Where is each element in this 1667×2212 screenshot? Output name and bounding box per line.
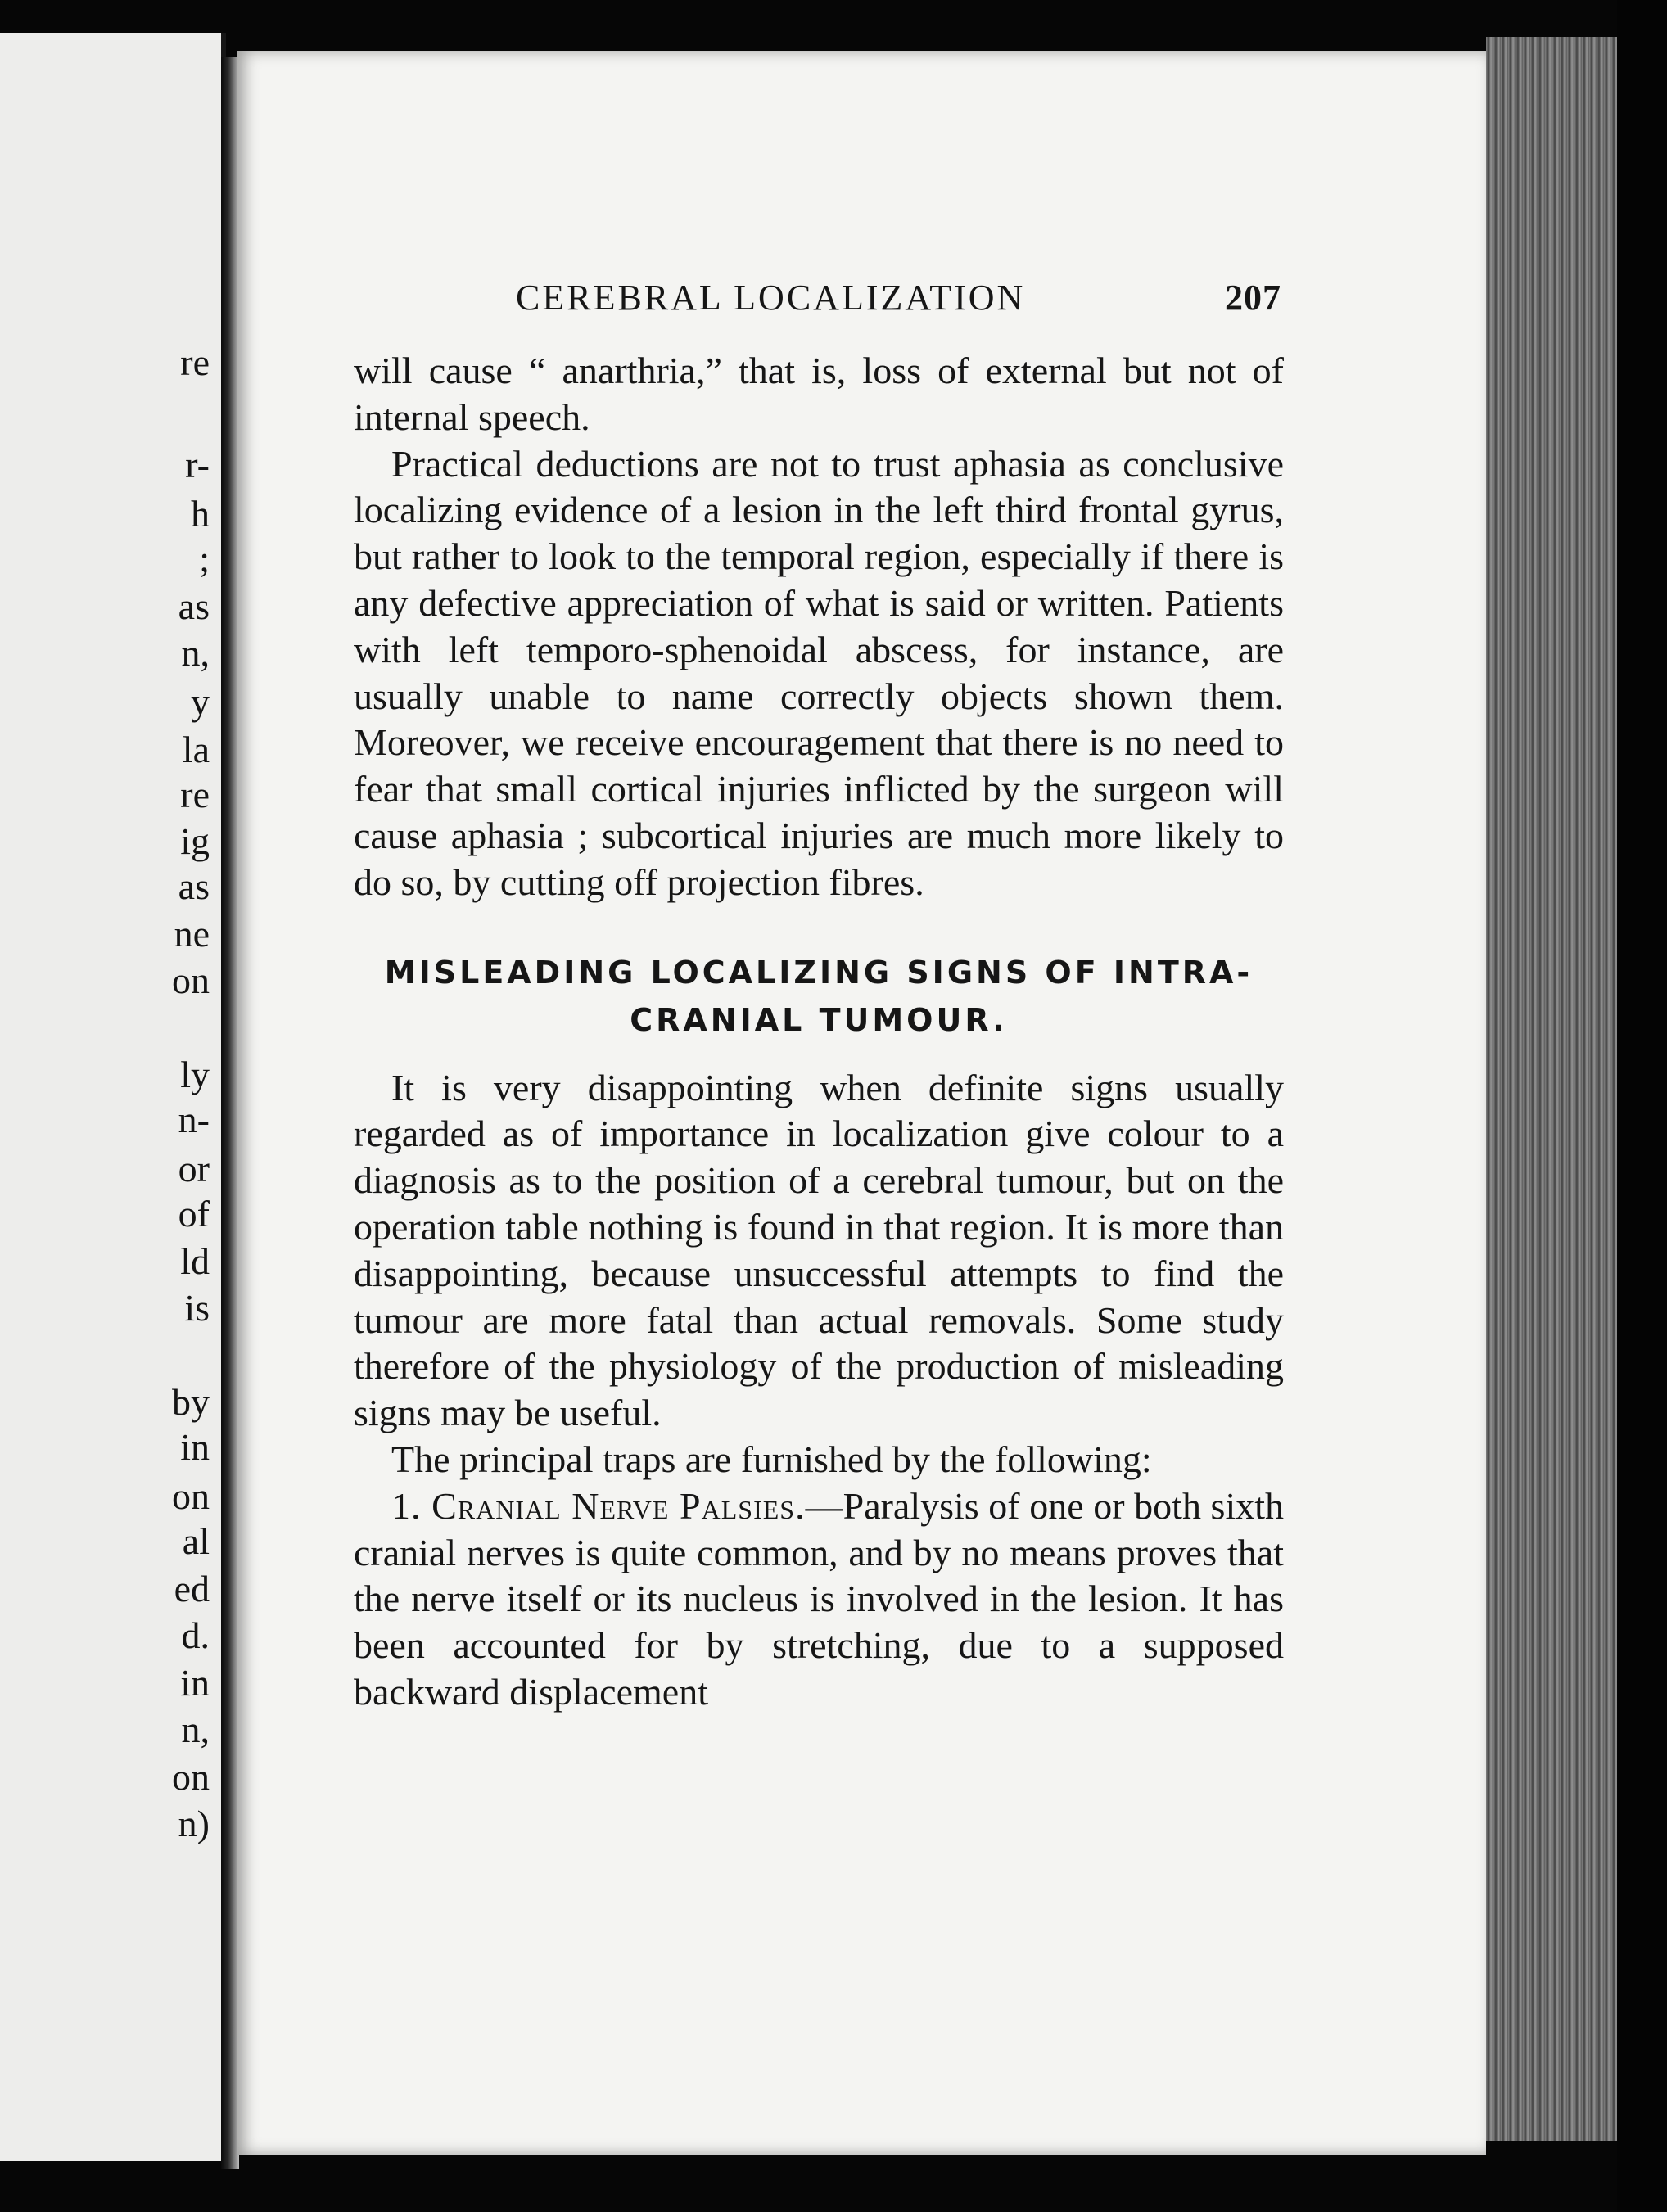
previous-page-fragment: d. xyxy=(181,1614,210,1656)
previous-page-fragment: or xyxy=(178,1148,210,1190)
previous-page-fragment: ; xyxy=(199,538,210,580)
previous-page-fragment: on xyxy=(172,1475,210,1517)
running-head xyxy=(516,277,1281,326)
previous-page-fragment: al xyxy=(182,1520,210,1562)
previous-page-fragment: re xyxy=(180,341,210,383)
previous-page-fragment: ed xyxy=(174,1568,210,1609)
previous-page-fragment: n) xyxy=(178,1803,210,1844)
running-head-title: CEREBRAL LOCALIZATION xyxy=(516,278,1026,318)
page-body xyxy=(354,348,1284,1716)
previous-page-fragment: n, xyxy=(181,632,210,674)
previous-page-fragment: r- xyxy=(185,444,210,485)
previous-page-fragment: is xyxy=(184,1287,210,1329)
book-gutter xyxy=(221,57,239,2169)
previous-page-fragment: on xyxy=(172,959,210,1001)
previous-page-fragment: of xyxy=(178,1193,210,1235)
page-number: 207 xyxy=(1225,278,1281,318)
previous-page-fragment: ig xyxy=(180,820,210,862)
paragraph-anarthria: will cause “ anarthria,” that is, loss of external but not of internal speech. xyxy=(354,350,1284,438)
previous-page-edge xyxy=(0,33,226,2161)
previous-page-fragment: in xyxy=(180,1662,210,1704)
paragraph-practical-deductions: Practical deductions are not to trust aphasia as conclusive localizing evidence of a lesion in the left third frontal gyrus, but rather to look to the temporal region, especially if there is any defective appreciation of what is said or written. Patients with left temporo-sphenoidal abscess, for instance, are usually unable to name correctly objects shown them. Moreover, we receive encouragement that there is no need to fear that small cortical injuries inflicted by the surgeon will cause aphasia ; subcortical injuries are much more likely to do so, by cutting off projection fibres. xyxy=(354,442,1284,903)
previous-page-fragment: y xyxy=(191,681,210,723)
previous-page-fragment: ly xyxy=(180,1054,210,1095)
previous-page-fragment: by xyxy=(172,1381,210,1423)
previous-page-fragment: n, xyxy=(181,1709,210,1750)
palsies-label: 1. Cranial Nerve Palsies. xyxy=(391,1484,806,1527)
previous-page-fragment: re xyxy=(180,774,210,815)
scan-border xyxy=(1617,0,1667,2212)
previous-page-fragment: in xyxy=(180,1426,210,1468)
previous-page-fragment: as xyxy=(178,585,210,627)
paragraph-principal-traps: The principal traps are furnished by the following: xyxy=(391,1438,1152,1480)
previous-page-fragment: as xyxy=(178,865,210,907)
previous-page-fragment: on xyxy=(172,1756,210,1798)
previous-page-fragment: n- xyxy=(178,1099,210,1140)
paragraph-disappointing: It is very disappointing when definite signs usually regarded as of importance in localization give colour to a diagnosis as to the position of a cerebral tumour, but on the operation table nothing is found in that region. It is more than disappointing, because unsuccessful attempts to find the tumour are more fatal than actual removals. Some study therefore of the physiology of the production of misleading signs may be useful. xyxy=(354,1066,1284,1434)
previous-page-fragment: la xyxy=(182,729,210,770)
previous-page-fragment: ne xyxy=(174,913,210,955)
palsies-text: —Paralysis of one or both sixth cranial nerves is quite common, and by no means proves that the nerve itself or its nucleus is involved in the lesion. It has been accounted for by stretching, due to a supposed backward displacement xyxy=(354,1484,1285,1713)
section-heading: MISLEADING LOCALIZING SIGNS OF INTRA-CRANIAL TUMOUR. xyxy=(384,954,1254,1038)
paragraph-cranial-nerve-palsies xyxy=(354,1483,1284,1716)
previous-page-fragment: ld xyxy=(180,1240,210,1282)
page-edges xyxy=(1486,37,1617,2141)
previous-page-fragment: h xyxy=(191,493,210,535)
